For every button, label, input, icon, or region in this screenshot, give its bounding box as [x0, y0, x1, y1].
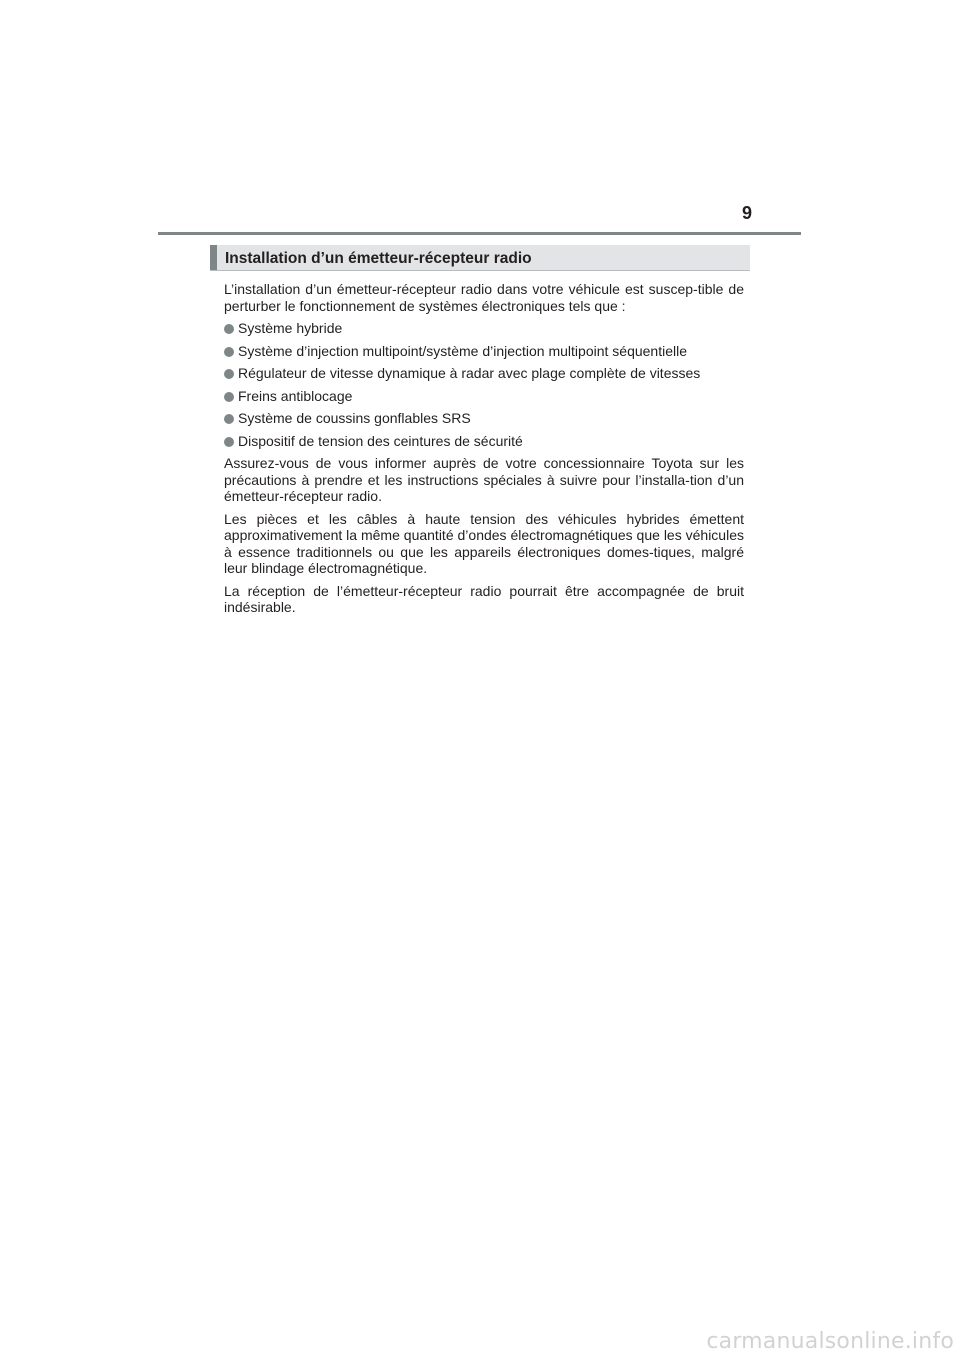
dealer-paragraph: Assurez-vous de vous informer auprès de votre concessionnaire Toyota sur les précautions à prendre et les instructions spéciales à suivre pour l’installa-tion d’un émetteur-récepteur radio. — [224, 455, 744, 504]
intro-paragraph: L’installation d’un émetteur-récepteur radio dans votre véhicule est suscep-tible de perturber le fonctionnement de systèmes électroniques tels que : — [224, 281, 744, 314]
list-item-text: Système de coussins gonflables SRS — [238, 410, 471, 426]
list-item — [224, 365, 744, 382]
header-rule — [158, 232, 801, 235]
bullet-icon — [224, 324, 234, 334]
list-item-text: Système d’injection multipoint/système d’injection multipoint séquentielle — [238, 342, 688, 359]
list-item — [224, 433, 744, 450]
bullet-icon — [224, 437, 234, 447]
systems-list — [224, 320, 744, 449]
list-item — [224, 320, 744, 337]
section-title: Installation d’un émetteur-récepteur radio — [225, 250, 532, 267]
list-item — [224, 410, 744, 427]
bullet-icon — [224, 347, 234, 357]
section-heading-bar — [210, 245, 217, 270]
bullet-icon — [224, 414, 234, 424]
list-item-text: Dispositif de tension des ceintures de sécurité — [238, 432, 523, 449]
bullet-icon — [224, 392, 234, 402]
page-number: 9 — [742, 203, 753, 223]
bullet-icon — [224, 369, 234, 379]
noise-paragraph: La réception de l’émetteur-récepteur radio pourrait être accompagnée de bruit indésirable. — [224, 582, 744, 615]
emissions-paragraph: Les pièces et les câbles à haute tension des véhicules hybrides émettent approximativement la même quantité d’ondes électromagnétiques que les véhicules à essence traditionnels ou que les appareils électroniques domes-tiques, malgré leur blindage électromagnétique. — [224, 510, 744, 576]
list-item-text: Régulateur de vitesse dynamique à radar avec plage complète de vitesses — [238, 365, 701, 381]
list-item-text: Système hybride — [238, 320, 343, 336]
section-heading — [210, 245, 750, 271]
list-item-text: Freins antiblocage — [238, 387, 353, 404]
content — [224, 281, 744, 622]
list-item — [224, 388, 744, 405]
list-item — [224, 343, 744, 360]
watermark: carmanualsonline.info — [706, 1329, 954, 1354]
